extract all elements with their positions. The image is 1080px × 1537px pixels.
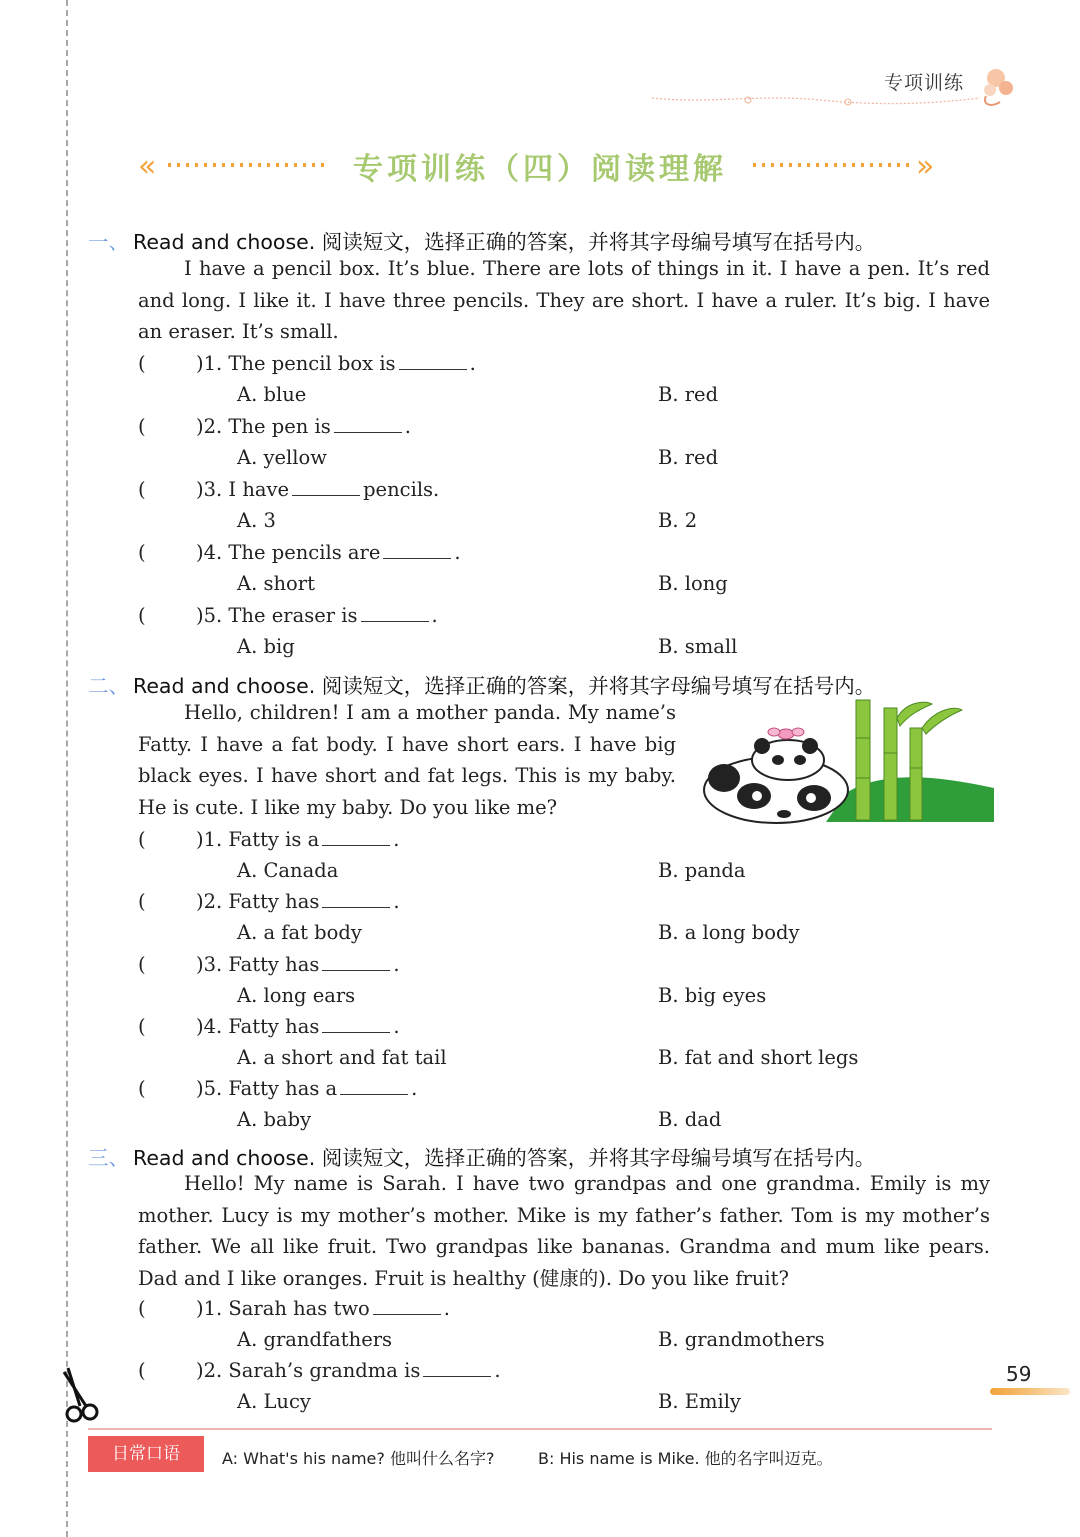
s1-question-4: ( )4. The pencils are .: [138, 537, 461, 568]
flower-deco-icon: [650, 60, 1020, 115]
footer-badge: 日常口语: [88, 1436, 204, 1472]
s3-q2-option-b[interactable]: B. Emily: [658, 1390, 741, 1413]
s2-q2-option-b[interactable]: B. a long body: [658, 921, 800, 944]
s3-question-1: ( )1. Sarah has two .: [138, 1293, 450, 1324]
s1-question-2: ( )2. The pen is .: [138, 411, 411, 442]
answer-blank[interactable]: [383, 538, 451, 559]
section-3-passage: Hello! My name is Sarah. I have two grandpas and one grandma. Emily is my mother. Lucy is my mother’s mother. Mike is my father’s father. Tom is my mother’s father. We all like fruit. Two grandpas like bananas. Grandma and mum like pears. Dad and I like oranges. Fruit is healthy (健康的). Do you like fruit?: [138, 1172, 990, 1290]
answer-blank[interactable]: [423, 1356, 491, 1377]
s2-question-2: ( )2. Fatty has .: [138, 886, 400, 917]
s2-q4-option-a[interactable]: A. a short and fat tail: [237, 1046, 447, 1069]
s1-question-3: ( )3. I have pencils.: [138, 474, 439, 505]
panda-illustration: [696, 698, 994, 826]
answer-blank[interactable]: [361, 601, 429, 622]
section-3-heading: 三、 Read and choose. 阅读短文，选择正确的答案，并将其字母编号填写在括号内。: [88, 1146, 876, 1170]
answer-blank[interactable]: [292, 475, 360, 496]
s1-q2-option-b[interactable]: B. red: [658, 446, 719, 469]
s1-q1-option-b[interactable]: B. red: [658, 383, 719, 406]
answer-blank[interactable]: [322, 887, 390, 908]
s1-q4-option-a[interactable]: A. short: [237, 572, 315, 595]
cut-line: [66, 0, 68, 1537]
scissors-icon: [60, 1366, 102, 1426]
footer-divider: [88, 1428, 992, 1430]
answer-blank[interactable]: [373, 1294, 441, 1315]
s1-q4-option-b[interactable]: B. long: [658, 572, 728, 595]
answer-blank[interactable]: [340, 1074, 408, 1095]
answer-blank[interactable]: [399, 349, 467, 370]
section-2-heading: 二、 Read and choose. 阅读短文，选择正确的答案，并将其字母编号填写在括号内。: [88, 674, 876, 698]
s1-q5-option-a[interactable]: A. big: [237, 635, 295, 658]
section-1-heading: 一、 Read and choose. 阅读短文，选择正确的答案，并将其字母编号填写在括号内。: [88, 230, 876, 254]
s1-question-5: ( )5. The eraser is .: [138, 600, 438, 631]
svg-text:»: »: [916, 149, 935, 184]
s2-q1-option-a[interactable]: A. Canada: [237, 859, 339, 882]
svg-text:«: «: [138, 149, 157, 184]
s3-q1-option-a[interactable]: A. grandfathers: [237, 1328, 393, 1351]
page-number: 59: [1006, 1362, 1032, 1386]
answer-blank[interactable]: [322, 1012, 390, 1033]
answer-blank[interactable]: [322, 950, 390, 971]
s2-question-1: ( )1. Fatty is a .: [138, 824, 399, 855]
s2-q3-option-b[interactable]: B. big eyes: [658, 984, 767, 1007]
s1-q5-option-b[interactable]: B. small: [658, 635, 738, 658]
s1-q3-option-a[interactable]: A. 3: [237, 509, 276, 532]
s2-q5-option-a[interactable]: A. baby: [237, 1108, 312, 1131]
s2-question-5: ( )5. Fatty has a .: [138, 1073, 417, 1104]
s3-q1-option-b[interactable]: B. grandmothers: [658, 1328, 825, 1351]
page-title: 专项训练（四）阅读理解: [0, 144, 1080, 188]
s2-q2-option-a[interactable]: A. a fat body: [237, 921, 362, 944]
s2-question-4: ( )4. Fatty has .: [138, 1011, 400, 1042]
s3-q2-option-a[interactable]: A. Lucy: [237, 1390, 311, 1413]
s1-q1-option-a[interactable]: A. blue: [237, 383, 307, 406]
header-label: 专项训练: [884, 72, 965, 94]
page-number-bar: [990, 1388, 1070, 1395]
s1-q3-option-b[interactable]: B. 2: [658, 509, 698, 532]
s1-q2-option-a[interactable]: A. yellow: [237, 446, 327, 469]
answer-blank[interactable]: [322, 825, 390, 846]
section-2-passage: Hello, children! I am a mother panda. My name’s Fatty. I have a fat body. I have short ears. I have big black eyes. I have short and fat legs. This is my baby. He is cute. I like my baby. Do you like me?: [138, 701, 676, 819]
s3-question-2: ( )2. Sarah’s grandma is .: [138, 1355, 501, 1386]
s2-q3-option-a[interactable]: A. long ears: [237, 984, 356, 1007]
footer-dialogue-b: B: His name is Mike. 他的名字叫迈克。: [538, 1449, 833, 1468]
s2-q1-option-b[interactable]: B. panda: [658, 859, 746, 882]
section-1-passage: I have a pencil box. It’s blue. There are lots of things in it. I have a pen. It’s red and long. I like it. I have three pencils. They are short. I have a ruler. It’s big. I have an eraser. It’s small.: [138, 257, 990, 343]
s1-question-1: ( )1. The pencil box is .: [138, 348, 476, 379]
answer-blank[interactable]: [334, 412, 402, 433]
s2-q5-option-b[interactable]: B. dad: [658, 1108, 722, 1131]
footer-dialogue-a: A: What's his name? 他叫什么名字?: [222, 1449, 495, 1468]
s2-q4-option-b[interactable]: B. fat and short legs: [658, 1046, 859, 1069]
s2-question-3: ( )3. Fatty has .: [138, 949, 400, 980]
